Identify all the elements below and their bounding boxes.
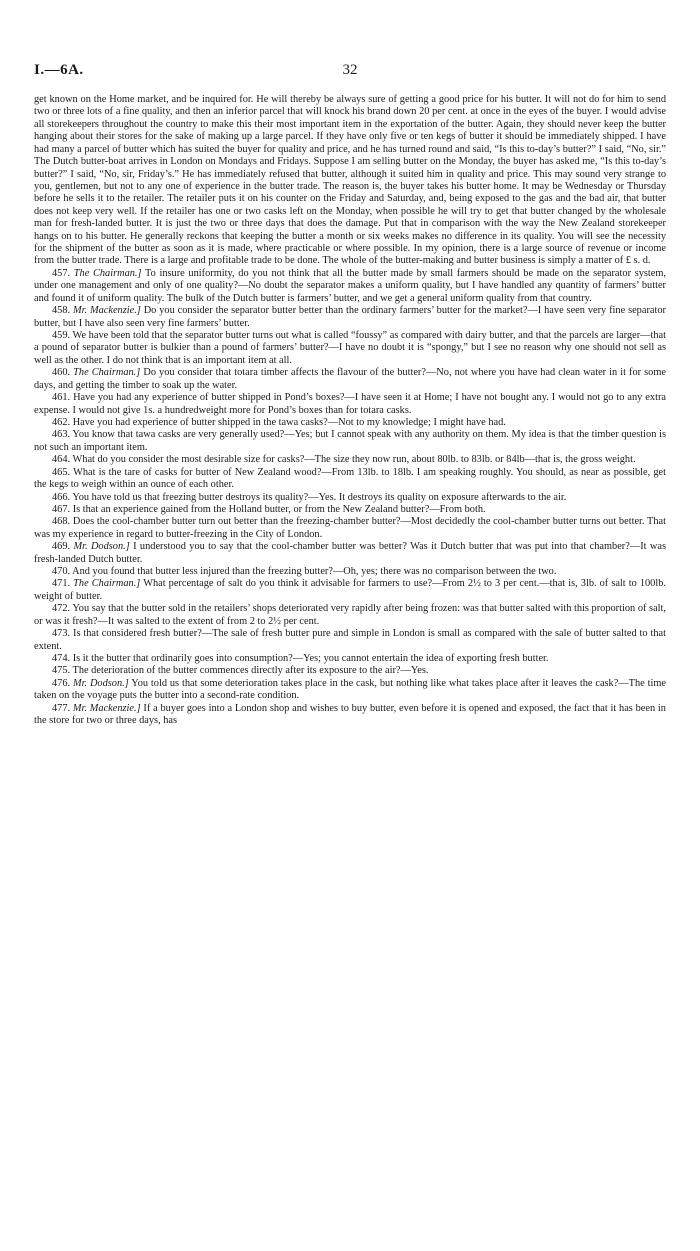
question-number: 475. <box>52 665 71 677</box>
speaker-name: The Chairman.] <box>73 578 141 590</box>
question-number: 472. <box>52 603 71 615</box>
paragraph-text: You have told us that freezing butter destroys its quality?—Yes. It destroys its quality on exposure afterwards to the air. <box>72 491 567 503</box>
paragraph-text: Is it the butter that ordinarily goes into consumption?—Yes; you cannot entertain the idea of exporting fresh butter. <box>72 652 549 664</box>
paragraph <box>34 516 666 541</box>
paragraph <box>34 653 666 665</box>
paragraph-text: You know that tawa casks are very generally used?—Yes; but I cannot speak with any authority on them. My idea is that the timber question is not such an important item. <box>34 429 666 453</box>
question-number: 473. <box>52 628 71 640</box>
paragraph-text: To insure uniformity, do you not think that all the butter made by small farmers should be made on the separator system, under one management and only of one quality?—No doubt the separator makes a uniform quality, but I have handled any quantity of farmers’ butter and found it of uniform quality. The bulk of the Dutch butter is farmers’ butter, and we get a general uniform quality from that country. <box>34 267 667 304</box>
question-number: 458. <box>52 305 71 317</box>
question-number: 465. <box>52 466 71 478</box>
paragraph <box>34 392 666 417</box>
speaker-name: The Chairman.] <box>73 367 141 379</box>
speaker-name: Mr. Mackenzie.] <box>72 702 141 714</box>
question-number: 457. <box>52 267 71 279</box>
paragraph <box>34 330 666 367</box>
question-number: 476. <box>52 677 71 689</box>
question-number: 459. <box>52 330 71 342</box>
paragraph <box>34 417 666 429</box>
paragraph-text: Is that considered fresh butter?—The sale of fresh butter pure and simple in London is small as compared with the sale of butter salted to that extent. <box>34 628 666 652</box>
speaker-name: Mr. Dodson.] <box>73 677 129 689</box>
question-number: 474. <box>52 652 71 664</box>
paragraph <box>34 678 666 703</box>
paragraph-text: What is the tare of casks for butter of New Zealand wood?—From 13lb. to 18lb. I am speaking roughly. You should, as near as possible, get the kegs to weigh within an ounce of each other. <box>34 466 666 491</box>
question-number: 471. <box>52 578 71 590</box>
paragraph <box>34 703 666 728</box>
paragraph-text: Do you consider the separator butter better than the ordinary farmers’ butter for the market?—I have seen very fine separator butter, but I have also seen very fine farmers’ butter. <box>34 305 666 329</box>
speaker-name: The Chairman.] <box>73 267 142 279</box>
paragraph <box>34 467 666 492</box>
question-number: 468. <box>52 516 71 528</box>
question-number: 466. <box>52 491 71 503</box>
question-number: 460. <box>52 367 71 379</box>
paragraph-text: If a buyer goes into a London shop and wishes to buy butter, even before it is opened and exposed, the fact that it has been in the store for two or three days, has <box>34 702 666 727</box>
question-number: 470. <box>52 566 71 578</box>
paragraph-text: What do you consider the most desirable size for casks?—The size they now run, about 80lb. to 83lb. or 84lb—that is, the gross weight. <box>72 454 636 466</box>
question-number: 462. <box>52 416 71 428</box>
paragraph <box>34 541 666 566</box>
paragraph <box>34 566 666 578</box>
paragraph <box>34 454 666 466</box>
question-number: 467. <box>52 503 71 515</box>
page-number: 32 <box>342 62 358 78</box>
question-number: 464. <box>52 454 71 466</box>
question-number: 461. <box>52 392 71 404</box>
paragraph-text: You told us that some deterioration takes place in the cask, but nothing like what takes place after it leaves the cask?—The time taken on the voyage puts the butter into a second-rate condition. <box>34 677 667 702</box>
paragraph-text: What percentage of salt do you think it advisable for farmers to use?—From 2½ to 3 per cent.—that is, 3lb. of salt to 100lb. weight of butter. <box>34 578 666 602</box>
speaker-name: Mr. Mackenzie.] <box>73 305 141 317</box>
paragraph <box>34 628 666 653</box>
document-body <box>34 94 666 728</box>
paragraph-text: And you found that butter less injured than the freezing butter?—Oh, yes; there was no comparison between the two. <box>72 566 557 578</box>
paragraph <box>34 578 666 603</box>
paragraph-text: get known on the Home market, and be inquired for. He will thereby be always sure of getting a good price for his butter. It will not do for him to send two or three lots of a fine quality, and then an inferior parcel that will knock his brand down 20 per cent. at once in the eyes of the buyer. I would advise all storekeepers throughout the country to make this their most important item in the exportation of the butter. Again, they should never keep the butter hanging about their stores for the sake of making up a large parcel. If they have only five or ten kegs of butter it should be immediately shipped. I have had many a parcel of butter which has suited the buyer for quality and price, and he has turned round and said, “Is this to-day’s butter?” I said, “No, sir.” The Dutch butter-boat arrives in London on Mondays and Fridays. Suppose I am selling butter on the Monday, the buyer has asked me, “Is this to-day’s butter?” I said, “No, sir, Friday’s.” He has immediately refused that butter, although it suited him in quality and price. This may sound very strange to you, gentlemen, but not to any one of experience in the butter trade. The reason is, the buyer takes his butter home. It may be Wednesday or Thursday before he sells it to the retailer. The retailer puts it on his counter on the Friday and Saturday, and, being exposed to the gas and the bad air, that butter does not keep very well. If the retailer has one or two casks left on the Monday, when possible he will try to get that butter changed by the wholesale man for fresh-landed butter. It is just the two or three days that does the damage. Put that in comparison with the way the New Zealand storekeeper hangs on to his butter. He generally reckons that keeping the butter a month or six weeks makes no difference in its quality. You will see the necessity for the shipment of the butter as soon as it is made, where practicable or where possible. In my opinion, there is a large source of revenue or income from the butter trade. There is a large and profitable trade to be done. The whole of the butter-making and butter business is simply a matter of £ s. d. <box>34 94 666 267</box>
paragraph <box>34 492 666 504</box>
paragraph <box>34 268 666 305</box>
paragraph <box>34 603 666 628</box>
page-header <box>34 62 666 84</box>
speaker-name: Mr. Dodson.] <box>73 541 130 553</box>
paragraph-text: I understood you to say that the cool-chamber butter was better? Was it Dutch butter that was put into that chamber?—It was fresh-landed Dutch butter. <box>34 541 666 565</box>
paragraph-text: We have been told that the separator butter turns out what is called “foussy” as compared with dairy butter, and that the parcels are larger—that a pound of separator butter is bulkier than a pound of farmers’ butter?—I have no doubt it is “spongy,” but I see no reason why one should not sell as well as the other. I do not think that is an important item at all. <box>34 330 667 366</box>
paragraph-text: The deterioration of the butter commences directly after its exposure to the air?—Yes. <box>72 665 429 677</box>
paragraph <box>34 429 666 454</box>
paragraph <box>34 305 666 330</box>
question-number: 463. <box>52 429 71 441</box>
paragraph-text: You say that the butter sold in the retailers’ shops deteriorated very rapidly after being frozen: was that butter salted with this proportion of salt, or was it fresh?—It was salted to the extent of from 2 to 2½ per cent. <box>34 603 666 627</box>
paragraph-text: Have you had experience of butter shipped in the tawa casks?—Not to my knowledge; I might have had. <box>72 416 506 428</box>
paragraph <box>34 367 666 392</box>
paragraph-text: Is that an experience gained from the Holland butter, or from the New Zealand butter?—From both. <box>72 503 486 515</box>
paragraph <box>34 665 666 677</box>
paragraph-text: Does the cool-chamber butter turn out better than the freezing-chamber butter?—Most decidedly the cool-chamber butter turns out better. That was my experience in regard to butter-freezing in the City of London. <box>34 516 666 540</box>
paragraph <box>34 504 666 516</box>
question-number: 477. <box>52 702 71 714</box>
paragraph <box>34 94 666 268</box>
paragraph-text: Have you had any experience of butter shipped in Pond’s boxes?—I have seen it at Home; I have not bought any. I would not go to any extra expense. I would not give 1s. a hundredweight more for Pond’s boxes than for totara casks. <box>34 392 666 416</box>
question-number: 469. <box>52 541 71 553</box>
paragraph-text: Do you consider that totara timber affects the flavour of the butter?—No, not where you have had clean water in it for some days, and getting the timber to soak up the water. <box>34 367 666 391</box>
document-reference: I.—6A. <box>34 62 84 78</box>
